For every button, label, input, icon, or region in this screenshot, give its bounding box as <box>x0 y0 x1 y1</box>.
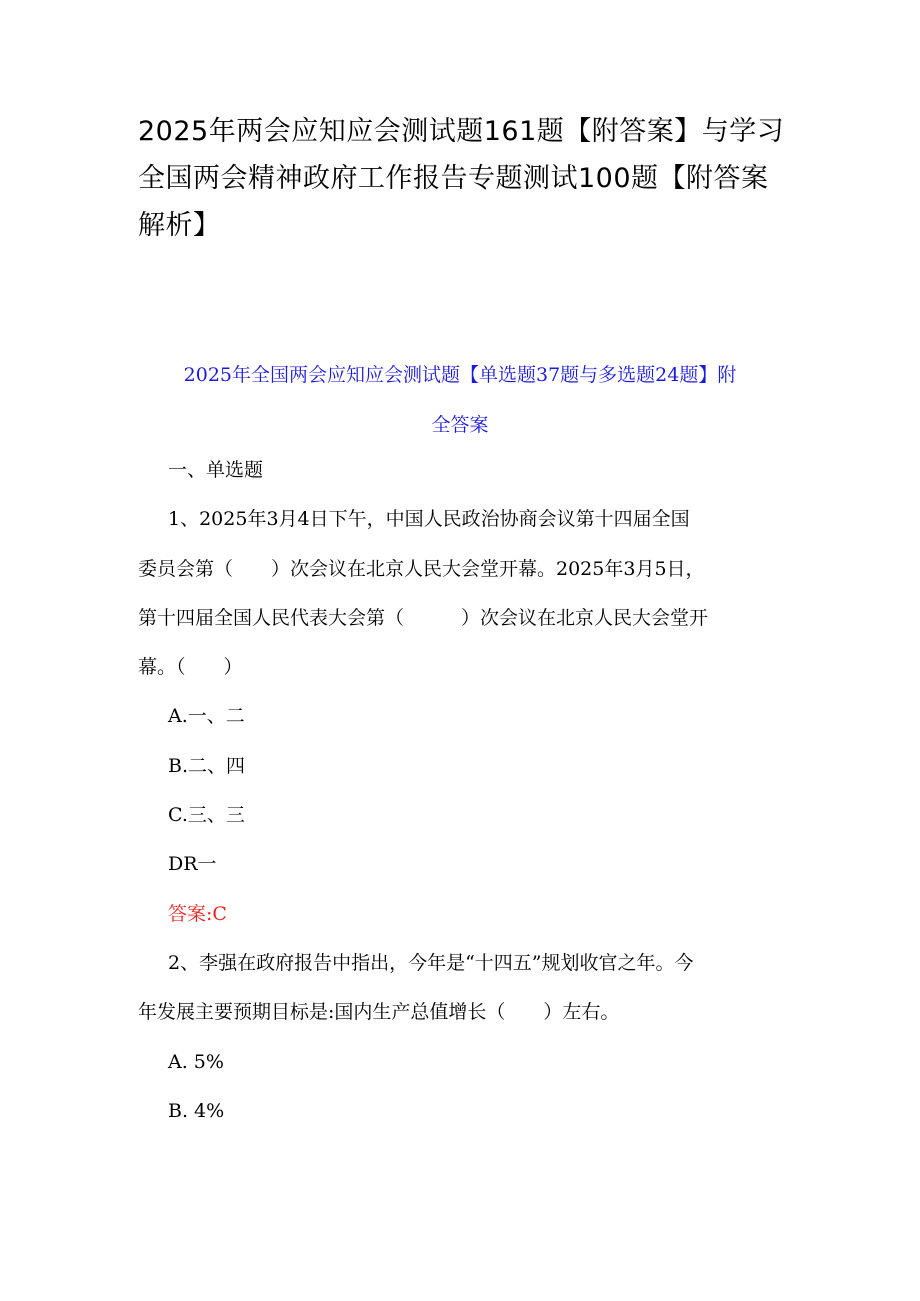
section-heading-line: 2025年全国两会应知应会测试题【单选题37题与多选题24题】附 <box>183 364 737 386</box>
option-c: C.三、三 <box>168 804 245 827</box>
document-title <box>138 108 788 249</box>
document-body <box>138 446 788 1136</box>
question-text-line: 年发展主要预期目标是:国内生产总值增长（ ）左右。 <box>138 1001 620 1024</box>
title-line: 2025年两会应知应会测试题161题【附答案】与学习 <box>138 116 785 147</box>
section-heading-line: 全答案 <box>431 414 489 436</box>
question-text-line: 第十四届全国人民代表大会第（ ）次会议在北京人民大会堂开 <box>138 606 709 629</box>
question-text-line: 2、李强在政府报告中指出，今年是“十四五”规划收官之年。今 <box>168 951 694 974</box>
question-text-line: 1、2025年3月4日下午，中国人民政治协商会议第十四届全国 <box>168 508 690 531</box>
section-heading <box>140 350 780 450</box>
title-line: 全国两会精神政府工作报告专题测试100题【附答案 <box>138 163 769 194</box>
option-a: A. 5% <box>168 1050 224 1073</box>
question-1 <box>138 495 788 939</box>
title-line: 解析】 <box>138 210 221 241</box>
part-label: 一、单选题 <box>168 459 264 481</box>
answer-line: 答案:C <box>168 902 227 925</box>
question-text-line: 幕。（ ） <box>138 656 243 679</box>
option-b: B. 4% <box>168 1099 225 1122</box>
option-a: A.一、二 <box>168 705 245 728</box>
option-d: DR一 <box>168 853 217 876</box>
option-b: B.二、四 <box>168 754 246 777</box>
question-2 <box>138 939 788 1136</box>
question-text-line: 委员会第（ ）次会议在北京人民大会堂开幕。2025年3月5日， <box>138 557 705 580</box>
